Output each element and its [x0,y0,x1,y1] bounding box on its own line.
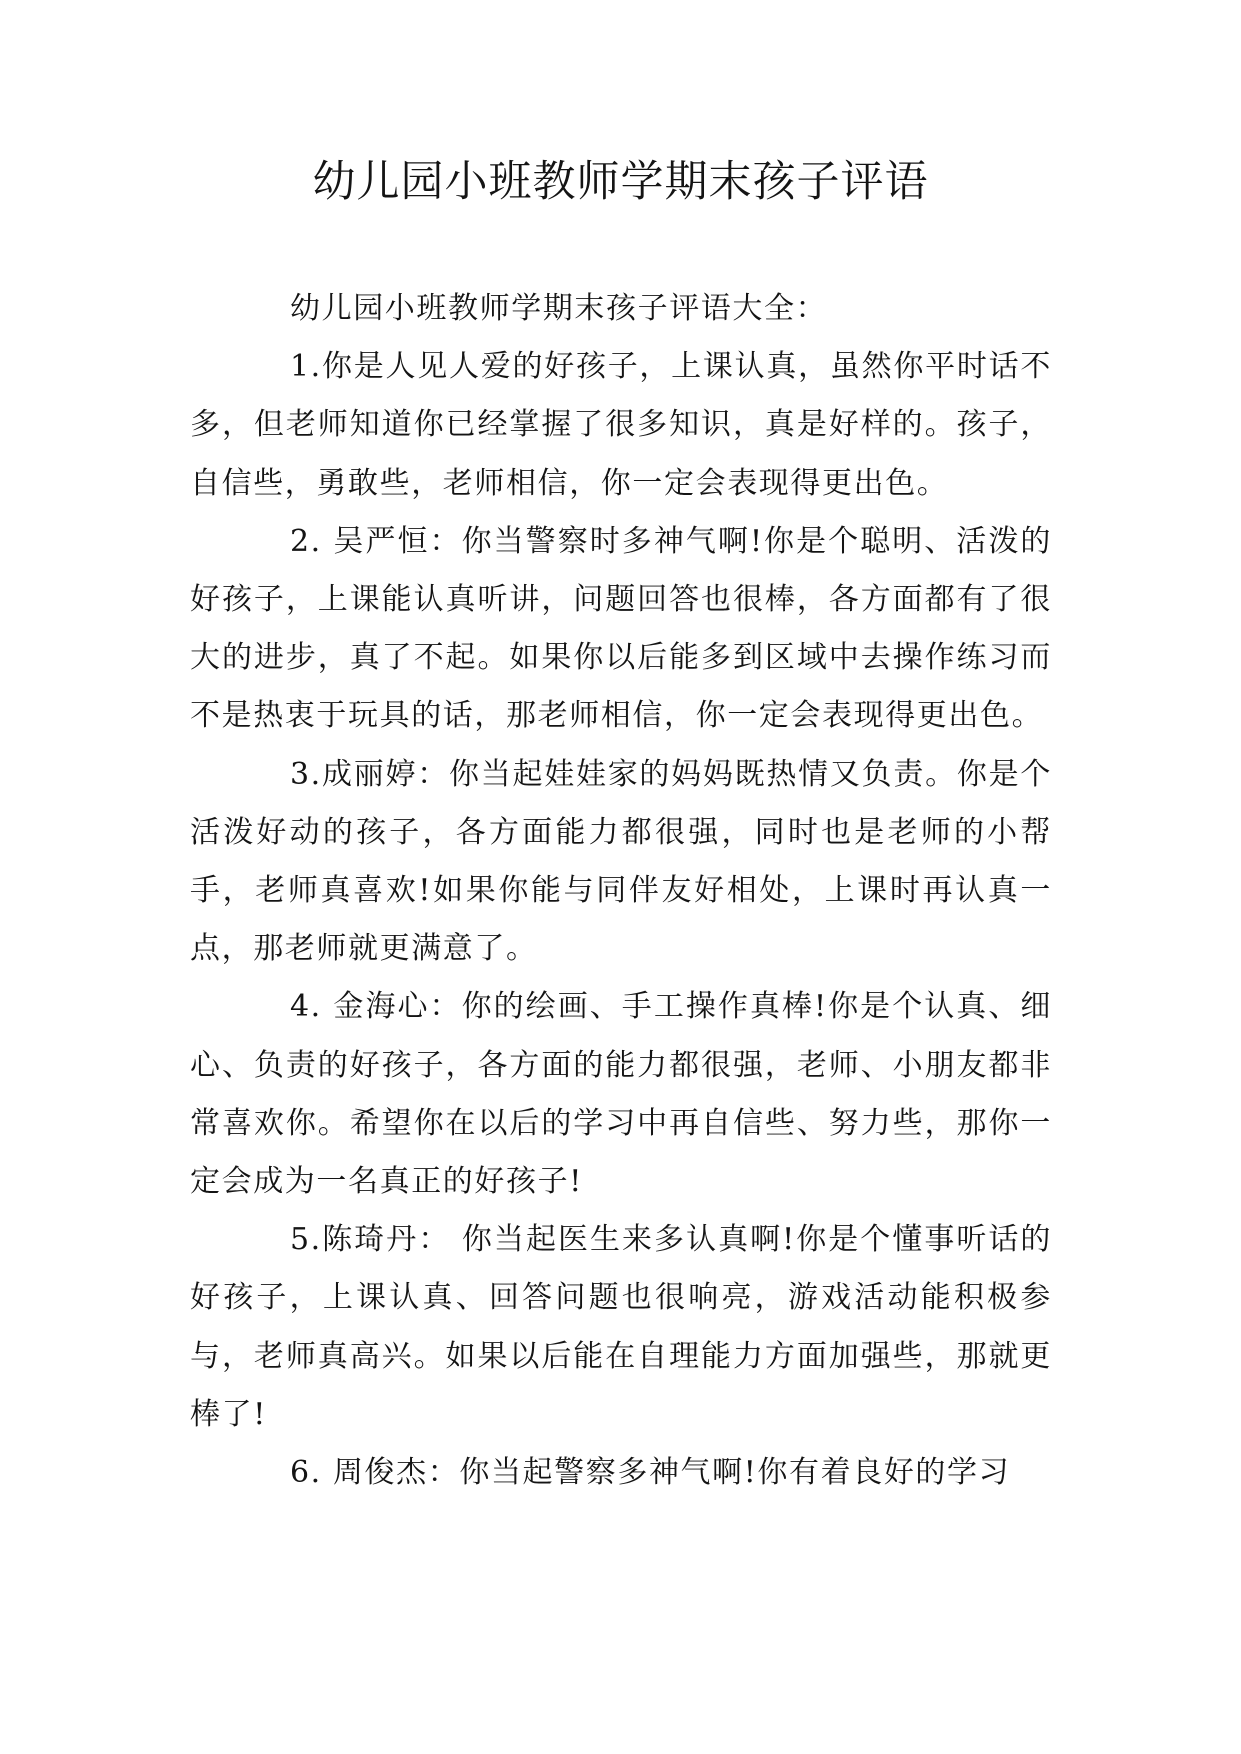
paragraph-comment-6: 6. 周俊杰：你当起警察多神气啊!你有着良好的学习 [290,1455,1011,1491]
paragraph-comment-2: 2. 吴严恒：你当警察时多神气啊!你是个聪明、活泼的好孩子，上课能认真听讲，问题回答也很棒，各方面都有了很大的进步，真了不起。如果你以后能多到区域中去操作练习而不是热衷于玩具的话，那老师相信，你一定会表现得更出色。 [190,523,1052,734]
document-body [190,280,1052,1502]
paragraph-comment-1: 1.你是人见人爱的好孩子，上课认真，虽然你平时话不多，但老师知道你已经掌握了很多知识，真是好样的。孩子，自信些，勇敢些，老师相信，你一定会表现得更出色。 [190,349,1052,501]
paragraph-comment-5: 5.陈琦丹： 你当起医生来多认真啊!你是个懂事听话的好孩子，上课认真、回答问题也很响亮，游戏活动能积极参与，老师真高兴。如果以后能在自理能力方面加强些，那就更棒了! [190,1222,1052,1432]
document-title: 幼儿园小班教师学期末孩子评语 [312,157,929,207]
paragraph-intro: 幼儿园小班教师学期末孩子评语大全： [290,291,828,326]
paragraph-comment-3: 3.成丽婷：你当起娃娃家的妈妈既热情又负责。你是个活泼好动的孩子，各方面能力都很强，同时也是老师的小帮手，老师真喜欢!如果你能与同伴友好相处，上课时再认真一点，那老师就更满意了。 [190,756,1052,967]
paragraph-comment-4: 4. 金海心：你的绘画、手工操作真棒!你是个认真、细心、负责的好孩子，各方面的能力都很强，老师、小朋友都非常喜欢你。希望你在以后的学习中再自信些、努力些，那你一定会成为一名真正的好孩子! [190,989,1052,1200]
